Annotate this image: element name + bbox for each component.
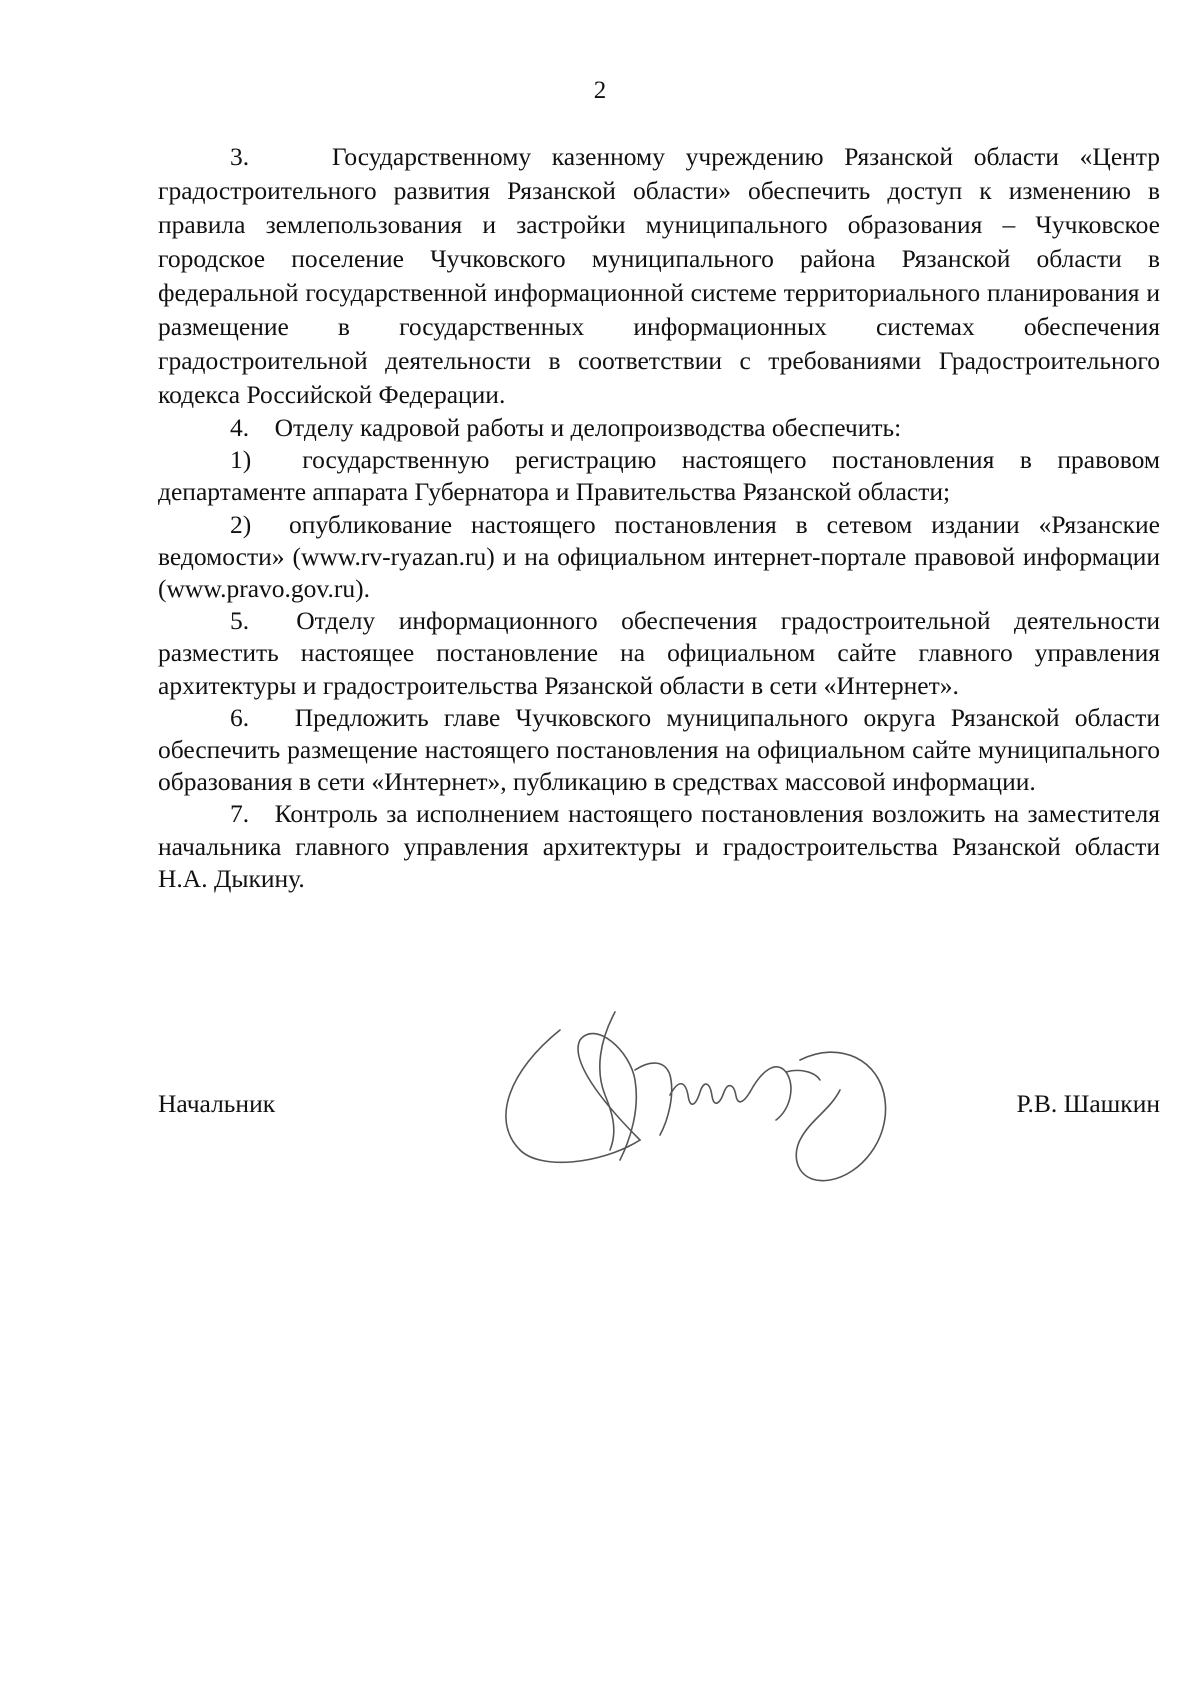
signatory-name: Р.В. Шашкин [1016, 1089, 1160, 1118]
document-body [158, 140, 1160, 895]
paragraph-7: 7. Контроль за исполнением настоящего постановления возложить на заместителя начальника главного управления архитектуры и градостроительства Рязанской области Н.А. Дыкину. [158, 799, 1160, 893]
paragraph-4-item-1: 1) государственную регистрацию настоящего постановления в правовом департаменте аппарата Губернатора и Правительства Рязанской области; [158, 445, 1160, 507]
paragraph-3: 3. Государственному казенному учреждению Рязанской области «Центр градостроительного развития Рязанской области» обеспечить доступ к изменению в правила землепользования и застройки муниципального образования – Чучковское городское поселение Чучковского муниципального района Рязанской области в федеральной государственной информационной системе территориального планирования и размещение в государственных информационных системах обеспечения градостроительной деятельности в соответствии с требованиями Градостроительного кодекса Российской Федерации. [158, 142, 1160, 409]
paragraph-4: 4. Отделу кадровой работы и делопроизводства обеспечить: [230, 413, 902, 442]
paragraph-4-item-2: 2) опубликование настоящего постановления в сетевом издании «Рязанские ведомости» (www.rv-ryazan.ru) и на официальном интернет-портале правовой информации (www.pravo.gov.ru). [158, 509, 1160, 604]
paragraph-6: 6. Предложить главе Чучковского муниципального округа Рязанской области обеспечить размещение настоящего постановления на официальном сайте муниципального образования в сети «Интернет», публикацию в средствах массовой информации. [158, 702, 1160, 797]
signature-block [158, 1088, 1160, 1128]
page-number: 2 [593, 77, 607, 104]
paragraph-5: 5. Отделу информационного обеспечения градостроительной деятельности разместить настоящее постановление на официальном сайте главного управления архитектуры и градостроительства Рязанской области в сети «Интернет». [158, 606, 1160, 700]
signatory-title: Начальник [158, 1089, 276, 1118]
